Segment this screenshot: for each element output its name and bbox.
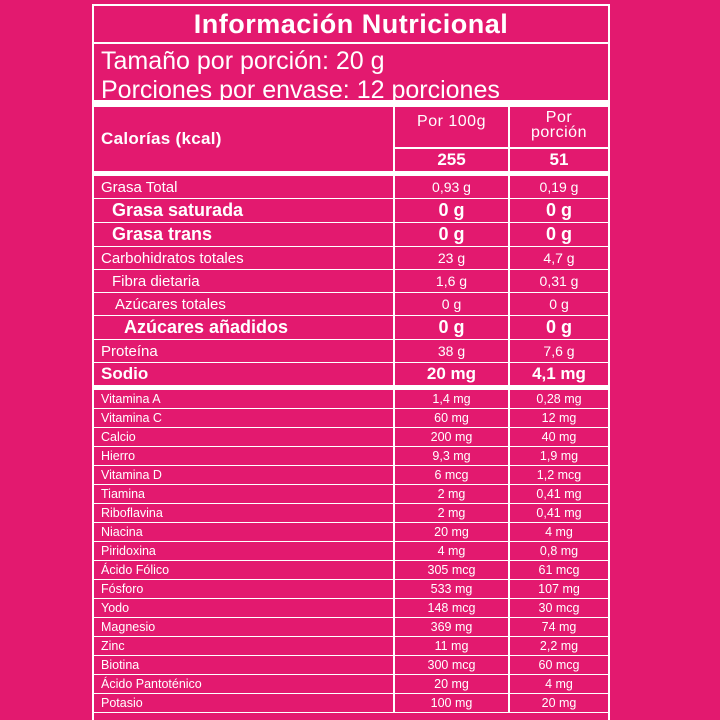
serving-size: Tamaño por porción: 20 g	[101, 47, 385, 75]
value-per-portion: 0 g	[508, 199, 608, 222]
serving-info	[94, 44, 608, 107]
table-row	[94, 428, 608, 447]
column-per-portion-label-line1: Por	[545, 109, 573, 126]
table-row	[94, 340, 608, 363]
value-per-portion: 4,7 g	[508, 247, 608, 269]
value-per-portion: 4 mg	[508, 675, 608, 693]
value-per-100g: 20 mg	[393, 523, 508, 541]
nutrient-name: Azúcares totales	[115, 295, 226, 313]
value-per-100g: 200 mg	[393, 428, 508, 446]
table-row	[94, 447, 608, 466]
calories-header	[94, 107, 608, 176]
nutrient-name: Fibra dietaria	[112, 272, 200, 290]
micronutrient-name: Vitamina A	[101, 392, 161, 406]
micronutrient-name: Tiamina	[101, 487, 145, 501]
value-per-100g: 0,93 g	[393, 176, 508, 198]
table-row	[94, 270, 608, 293]
table-row	[94, 675, 608, 694]
micronutrient-name: Piridoxina	[101, 544, 156, 558]
value-per-100g: 6 mcg	[393, 466, 508, 484]
value-per-100g: 1,6 g	[393, 270, 508, 292]
micronutrient-name: Hierro	[101, 449, 136, 463]
nutrient-name: Carbohidratos totales	[101, 249, 244, 267]
calories-label: Calorías (kcal)	[101, 129, 222, 148]
value-per-100g: 305 mcg	[393, 561, 508, 579]
value-per-portion: 0 g	[508, 316, 608, 339]
micronutrient-name: Fósforo	[101, 582, 144, 596]
nutrient-rows	[94, 176, 608, 713]
value-per-100g: 1,4 mg	[393, 390, 508, 408]
value-per-portion: 74 mg	[508, 618, 608, 636]
value-per-portion: 4 mg	[508, 523, 608, 541]
table-row	[94, 523, 608, 542]
table-row	[94, 466, 608, 485]
table-title: Información Nutricional	[94, 6, 608, 44]
value-per-portion: 30 mcg	[508, 599, 608, 617]
table-row	[94, 409, 608, 428]
micronutrient-name: Zinc	[101, 639, 125, 653]
value-per-100g: 0 g	[393, 199, 508, 222]
value-per-portion: 0,19 g	[508, 176, 608, 198]
value-per-portion: 7,6 g	[508, 340, 608, 362]
value-per-portion: 0,41 mg	[508, 504, 608, 522]
value-per-100g: 38 g	[393, 340, 508, 362]
value-per-portion: 60 mcg	[508, 656, 608, 674]
micronutrient-name: Vitamina D	[101, 468, 162, 482]
nutrient-name: Grasa trans	[112, 224, 213, 244]
value-per-100g: 0 g	[393, 223, 508, 246]
value-per-portion: 1,9 mg	[508, 447, 608, 465]
servings-per-package: Porciones por envase: 12 porciones	[101, 76, 500, 104]
micronutrient-name: Calcio	[101, 430, 136, 444]
value-per-100g: 9,3 mg	[393, 447, 508, 465]
column-per-portion-label-line2: porción	[531, 124, 587, 141]
nutrient-name: Sodio	[101, 364, 149, 383]
nutrient-name: Proteína	[101, 342, 158, 360]
micronutrient-name: Vitamina C	[101, 411, 162, 425]
value-per-100g: 0 g	[393, 316, 508, 339]
table-row	[94, 316, 608, 340]
table-row	[94, 176, 608, 199]
table-row	[94, 504, 608, 523]
value-per-100g: 533 mg	[393, 580, 508, 598]
table-row	[94, 223, 608, 247]
table-row	[94, 656, 608, 675]
value-per-100g: 2 mg	[393, 504, 508, 522]
table-row	[94, 542, 608, 561]
value-per-portion: 61 mcg	[508, 561, 608, 579]
nutrient-name: Grasa Total	[101, 178, 178, 196]
value-per-portion: 2,2 mg	[508, 637, 608, 655]
column-per-100g-label: Por 100g	[395, 107, 508, 149]
column-per-100g	[393, 107, 508, 171]
value-per-100g: 60 mg	[393, 409, 508, 427]
value-per-100g: 0 g	[393, 293, 508, 315]
value-per-100g: 100 mg	[393, 694, 508, 712]
calories-per-portion: 51	[549, 150, 569, 169]
value-per-portion: 0,41 mg	[508, 485, 608, 503]
micronutrient-name: Niacina	[101, 525, 143, 539]
table-row	[94, 199, 608, 223]
table-row	[94, 618, 608, 637]
micronutrient-name: Riboflavina	[101, 506, 163, 520]
value-per-100g: 20 mg	[393, 363, 508, 385]
value-per-portion: 12 mg	[508, 409, 608, 427]
value-per-100g: 4 mg	[393, 542, 508, 560]
value-per-100g: 11 mg	[393, 637, 508, 655]
micronutrient-name: Potasio	[101, 696, 143, 710]
micronutrient-name: Magnesio	[101, 620, 156, 634]
table-row	[94, 561, 608, 580]
column-per-portion	[508, 107, 608, 171]
micronutrient-name: Ácido Pantoténico	[101, 677, 202, 691]
value-per-100g: 23 g	[393, 247, 508, 269]
micronutrient-name: Yodo	[101, 601, 130, 615]
table-row	[94, 694, 608, 713]
value-per-portion: 40 mg	[508, 428, 608, 446]
table-row	[94, 247, 608, 270]
table-row	[94, 485, 608, 504]
value-per-portion: 0,8 mg	[508, 542, 608, 560]
micronutrient-name: Biotina	[101, 658, 140, 672]
nutrient-name: Azúcares añadidos	[124, 317, 289, 337]
table-row	[94, 390, 608, 409]
table-row	[94, 363, 608, 390]
value-per-100g: 2 mg	[393, 485, 508, 503]
value-per-100g: 300 mcg	[393, 656, 508, 674]
value-per-portion: 20 mg	[508, 694, 608, 712]
value-per-100g: 369 mg	[393, 618, 508, 636]
table-row	[94, 599, 608, 618]
value-per-portion: 0 g	[508, 223, 608, 246]
value-per-portion: 1,2 mcg	[508, 466, 608, 484]
nutrition-facts-table	[92, 4, 610, 720]
value-per-100g: 20 mg	[393, 675, 508, 693]
value-per-portion: 0,31 g	[508, 270, 608, 292]
value-per-portion: 4,1 mg	[508, 363, 608, 385]
value-per-portion: 107 mg	[508, 580, 608, 598]
column-per-portion-label	[510, 107, 608, 149]
value-per-portion: 0,28 mg	[508, 390, 608, 408]
calories-per-100g: 255	[437, 150, 466, 169]
nutrient-name: Grasa saturada	[112, 200, 244, 220]
micronutrient-name: Ácido Fólico	[101, 563, 170, 577]
table-row	[94, 580, 608, 599]
value-per-portion: 0 g	[508, 293, 608, 315]
table-row	[94, 637, 608, 656]
value-per-100g: 148 mcg	[393, 599, 508, 617]
table-row	[94, 293, 608, 316]
